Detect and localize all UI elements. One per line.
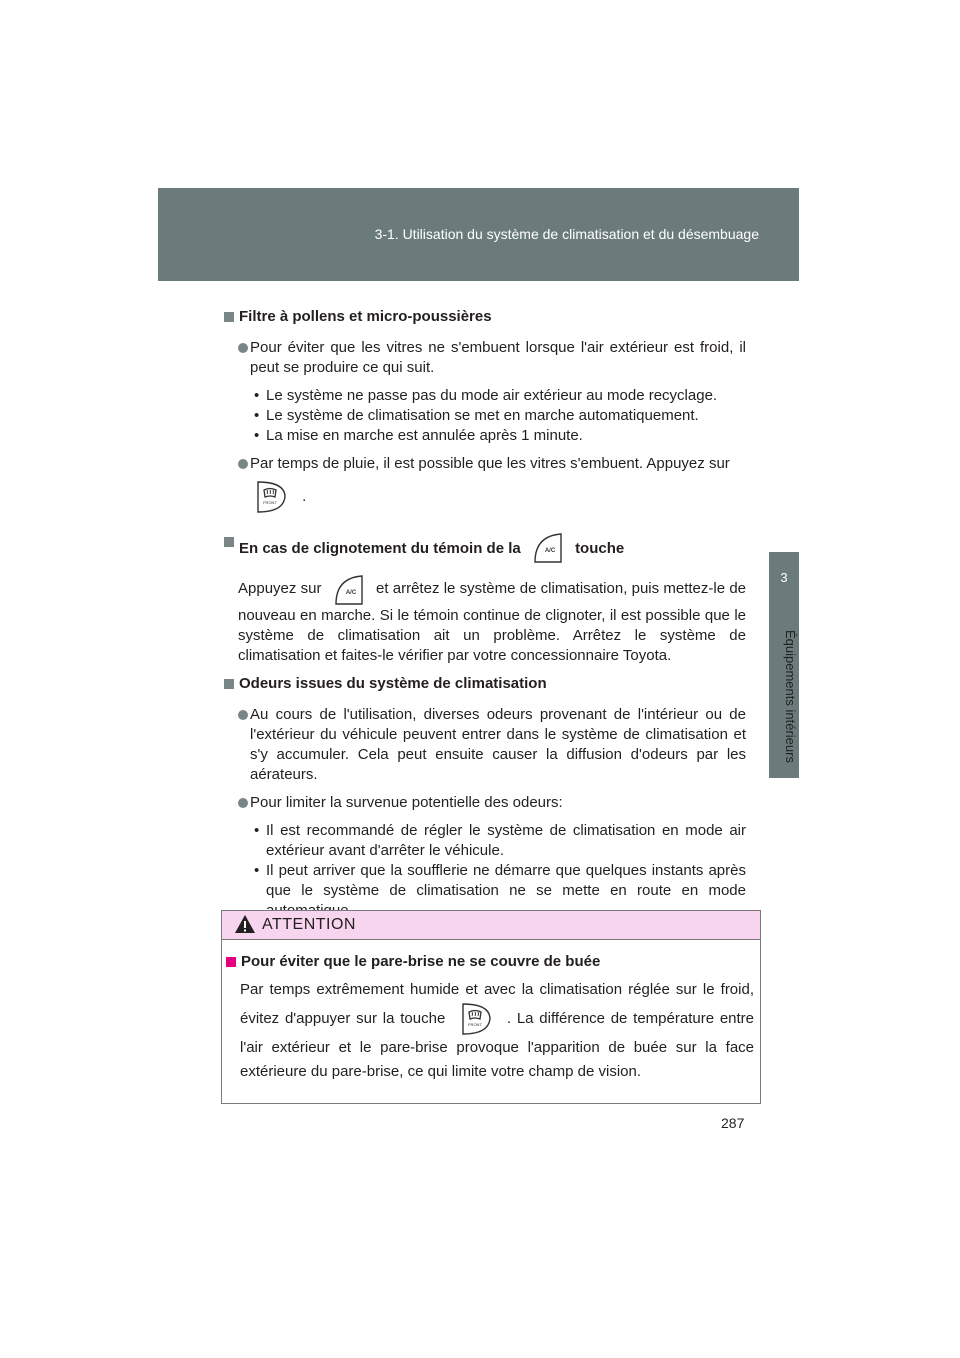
section-heading: Filtre à pollens et micro-poussières — [224, 307, 746, 327]
section-heading: Odeurs issues du système de climatisation — [224, 674, 746, 694]
attention-body — [222, 940, 760, 1084]
square-bullet-icon — [224, 312, 234, 322]
warning-icon — [234, 914, 256, 934]
section-header — [158, 188, 799, 281]
attention-title: ATTENTION — [262, 916, 356, 933]
main-content — [224, 307, 746, 921]
section-title: 3-1. Utilisation du système de climatisation et du désembuage — [374, 226, 759, 242]
attention-header — [222, 911, 760, 940]
attention-heading: Pour éviter que le pare-brise ne se couvre de buée — [226, 952, 754, 972]
round-bullet-icon — [238, 343, 248, 353]
ac-button-icon — [531, 530, 565, 564]
paragraph: Appuyez sur A/C et arrêtez le système de climatisation, puis mettez-le de nouveau en marche. Si le témoin continue de clignoter, il est possible que le système de climatisation ait un problème. Arrêtez le système de climatisation et faites-le vérifier par votre concessionnaire Toyota. — [224, 572, 746, 666]
round-bullet-icon — [238, 459, 248, 469]
square-bullet-icon — [224, 679, 234, 689]
bullet-paragraph: Pour éviter que les vitres ne s'embuent lorsque l'air extérieur est froid, il peut se produire ce qui suit. — [224, 338, 746, 378]
svg-text:FRONT: FRONT — [263, 500, 277, 505]
sub-bullet: • Il peut arriver que la soufflerie ne démarre que quelques instants après que le système de climatisation ne se mette en route en mode — [254, 862, 746, 899]
bullet-paragraph: Par temps de pluie, il est possible que les vitres s'embuent. Appuyez sur — [224, 454, 746, 474]
svg-text:A/C: A/C — [345, 590, 356, 596]
sub-bullet: • Le système ne passe pas du mode air extérieur au mode recyclage. — [254, 387, 718, 404]
bullet-paragraph: Pour limiter la survenue potentielle des odeurs: — [224, 793, 746, 813]
sub-bullet: • Il est recommandé de régler le système de climatisation en mode air extérieur avant d'arrêter le véhicule. — [254, 822, 746, 859]
front-defogger-button-icon — [459, 1002, 493, 1036]
front-defogger-button-icon — [254, 480, 288, 514]
chapter-number: 3 — [780, 570, 788, 585]
page-number: 287 — [721, 1115, 745, 1131]
round-bullet-icon — [238, 710, 248, 720]
square-bullet-icon — [226, 957, 236, 967]
ac-button-icon — [332, 572, 366, 606]
bullet-paragraph: Au cours de l'utilisation, diverses odeurs provenant de l'intérieur ou de l'extérieur du véhicule peuvent entrer dans le système de climatisation et s'y accumuler. Cela peut ensuite causer la diffusion d'odeurs par les aérateurs. — [224, 705, 746, 785]
icon-line: FRONT . — [224, 480, 746, 520]
square-bullet-icon — [224, 537, 234, 547]
attention-box — [221, 910, 761, 1104]
sub-bullet: • La mise en marche est annulée après 1 minute. — [254, 427, 583, 444]
attention-paragraph: Par temps extrêmement humide et avec la climatisation réglée sur le froid, évitez d'appuyer sur la touche FRONT . La différence de température entre l'air extérieur et le pare-brise provoque l'apparition de buée sur la face extérieure du pare-brise, ce qui limite votre champ de vision. — [240, 981, 755, 1080]
section-heading: En cas de clignotement du témoin de la A/C touche — [224, 532, 746, 566]
sub-bullet: • Le système de climatisation se met en marche automatiquement. — [254, 407, 699, 424]
chapter-label: Équipements intérieurs — [783, 630, 798, 763]
svg-text:FRONT: FRONT — [468, 1022, 482, 1027]
svg-text:A/C: A/C — [544, 548, 556, 554]
round-bullet-icon — [238, 798, 248, 808]
